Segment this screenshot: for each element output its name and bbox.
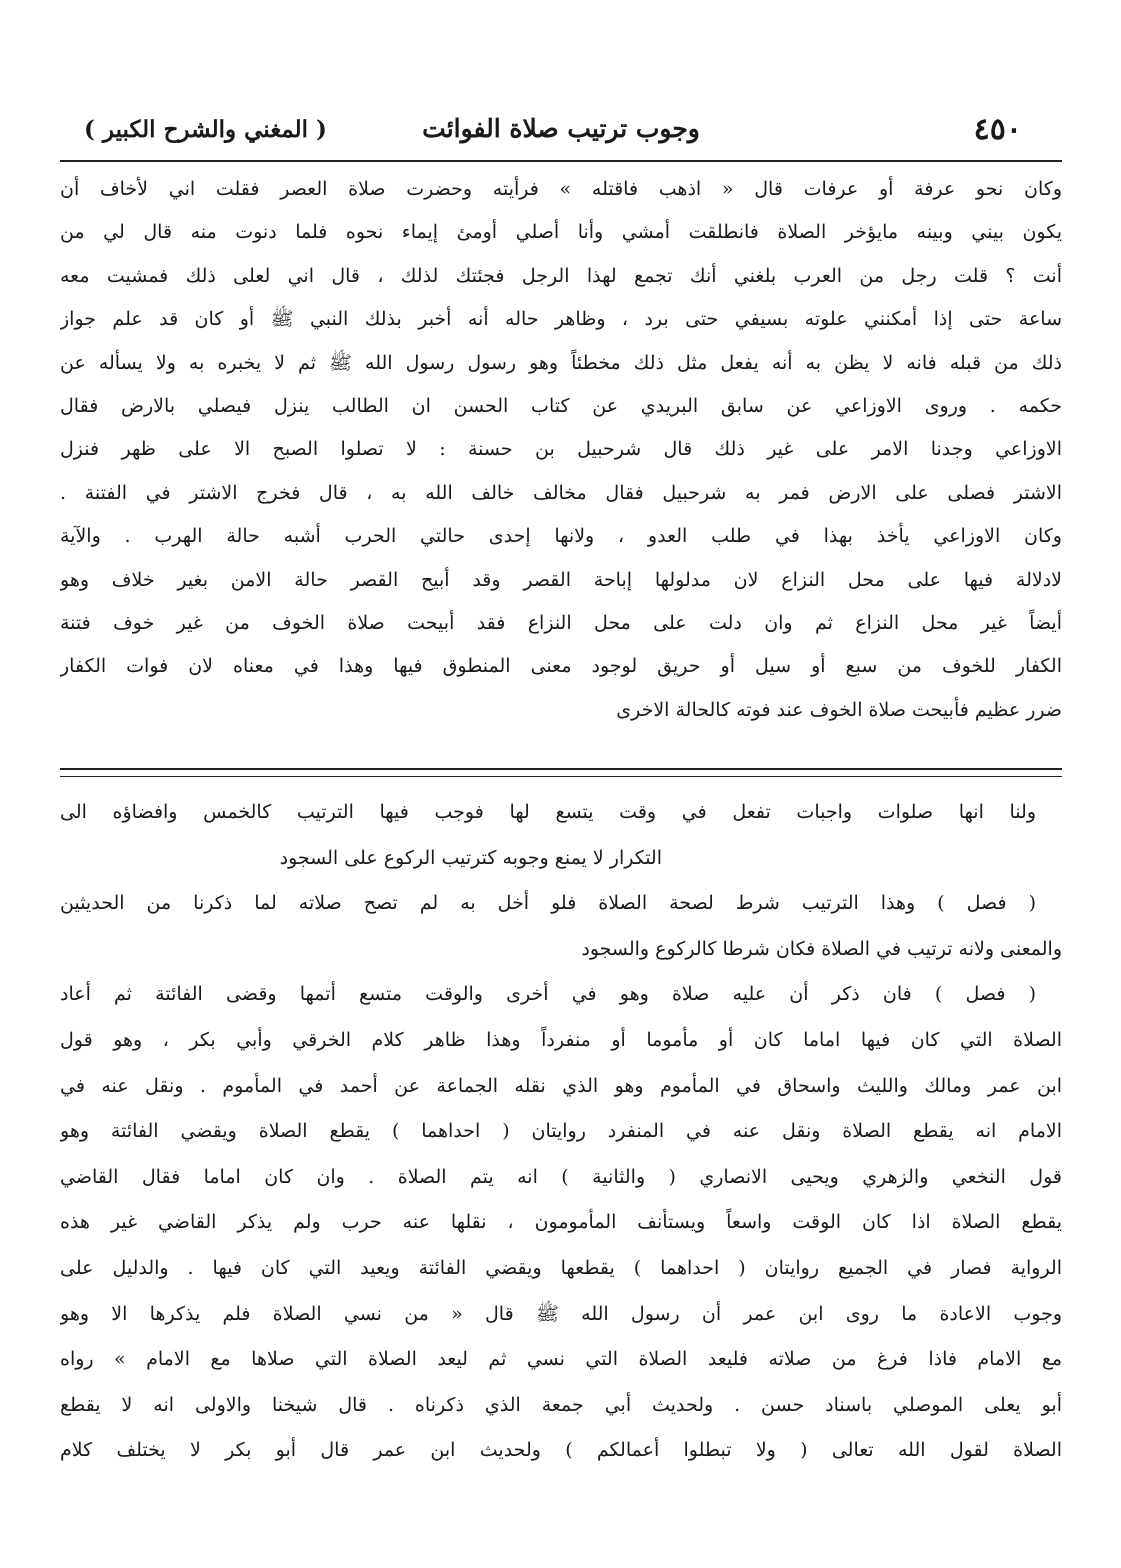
text-line: وجوب الاعادة ما روى ابن عمر أن رسول الله ﷺ قال « من نسي الصلاة فلم يذكرها الا وهو (60, 1302, 1062, 1325)
book-title: ( المغني والشرح الكبير ) (84, 116, 327, 143)
commentary-line: الاشتر فصلى على الارض فمر به شرحبيل فقال مخالف خالف الله به ، قال فخرج الاشتر في الفتنة . (60, 481, 1062, 504)
header-rule (60, 160, 1062, 162)
text-line: والمعنى ولانه ترتيب في الصلاة فكان شرطا كالركوع والسجود (581, 937, 1062, 960)
commentary-line: أنت ؟ قلت رجل من العرب بلغني أنك تجمع لهذا الرجل فجئتك لذلك ، قال اني لعلى ذلك فمشيت معه (60, 264, 1062, 287)
text-line: ولنا انها صلوات واجبات تفعل في وقت يتسع لها فوجب فيها الترتيب كالخمس وافضاؤه الى (60, 801, 1036, 823)
commentary-line: يكون بيني وبينه مايؤخر الصلاة فانطلقت أمشي وأنا أصلي أومئ إيماء نحوه فلما دنوت منه قال لي من (60, 221, 1062, 244)
commentary-line: ذلك من قبله فانه لا يظن به أنه يفعل مثل ذلك مخطئاً وهو رسول رسول الله ﷺ ثم لا يخبره به ولا يسأله عن (60, 351, 1062, 374)
text-line: الصلاة لقول الله تعالى ( ولا تبطلوا أعمالكم ) ولحديث ابن عمر قال أبو بكر لا يختلف كلام (60, 1439, 1062, 1462)
commentary-line: وكان نحو عرفة أو عرفات قال « اذهب فاقتله » فرأيته وحضرت صلاة العصر فقلت اني لأخاف أن (60, 178, 1062, 200)
text-line: ( فصل ) فان ذكر أن عليه صلاة وهو في أخرى والوقت متسع أتمها وقضى الفائتة ثم أعاد (60, 983, 1036, 1006)
text-line: التكرار لا يمنع وجوبه كترتيب الركوع على السجود (279, 846, 662, 869)
text-line: الرواية فصار في الجميع روايتان ( احداهما ) يقطعها ويقضي الفائتة ويعيد التي كان فيها . والدليل على (60, 1256, 1062, 1279)
commentary-line: أيضاً غير محل النزاع ثم وان دلت على محل النزاع فقد أبيحت صلاة الخوف من غير خوف فتنة (60, 611, 1062, 634)
text-line: مع الامام فاذا فرغ من صلاته فليعد الصلاة التي نسي ثم ليعد الصلاة التي صلاها مع الامام » رواه (60, 1348, 1062, 1371)
text-line: أبو يعلى الموصلي باسناد حسن . ولحديث أبي جمعة الذي ذكرناه . قال شيخنا والاولى انه لا يقطع (60, 1393, 1062, 1416)
commentary-line: حكمه . وروى الاوزاعي عن سابق البريدي عن كتاب الحسن ان الطالب ينزل فيصلي بالارض فقال (60, 394, 1062, 417)
text-line: ( فصل ) وهذا الترتيب شرط لصحة الصلاة فلو أخل به لم تصح صلاته لما ذكرنا من الحديثين (60, 892, 1036, 915)
commentary-line: ساعة حتى إذا أمكنني علوته بسيفي حتى برد ، وظاهر حاله أنه أخبر بذلك النبي ﷺ أو كان قد علم جواز (60, 308, 1062, 331)
text-line: قول النخعي والزهري ويحيى الانصاري ( والثانية ) انه يتم الصلاة . وان كان اماما فقال القاضي (60, 1165, 1062, 1188)
commentary-line: الكفار للخوف من سبع أو سيل أو حريق لوجود معنى المنطوق فيها وهذا في معناه لان فوات الكفار (60, 655, 1062, 678)
page-number: ٤٥٠ (973, 112, 1022, 147)
section-divider (60, 768, 1062, 777)
main-text-section (60, 790, 1062, 1474)
commentary-line: ضرر عظيم فأبيحت صلاة الخوف عند فوته كالحالة الاخرى (616, 698, 1062, 721)
commentary-section (60, 168, 1062, 732)
text-line: يقطع الصلاة اذا كان الوقت واسعاً ويستأنف المأمومون ، نقلها عنه حرب ولم يذكر القاضي غير هذه (60, 1211, 1062, 1234)
text-line: الصلاة التي كان فيها اماما كان أو مأموما أو منفرداً وهذا ظاهر كلام الخرقي وأبي بكر ، وهو قول (60, 1028, 1062, 1051)
text-line: ابن عمر ومالك والليث واسحاق في المأموم وهو الذي نقله الجماعة عن أحمد في المأموم . ونقل عنه في (60, 1074, 1062, 1097)
text-line: الامام انه يقطع الصلاة ونقل عنه في المنفرد روايتان ( احداهما ) يقطع الصلاة ويقضي الفائتة وهو (60, 1120, 1062, 1143)
commentary-line: وكان الاوزاعي يأخذ بهذا في طلب العدو ، ولانها إحدى حالتي الحرب أشبه حالة الهرب . والآية (60, 525, 1062, 548)
commentary-line: الاوزاعي وجدنا الامر على غير ذلك قال شرحبيل بن حسنة : لا تصلوا الصبح الا على ظهر فنزل (60, 438, 1062, 461)
running-title: وجوب ترتيب صلاة الفوائت (422, 114, 700, 143)
page-header (60, 112, 1062, 156)
commentary-line: لادلالة فيها على محل النزاع لان مدلولها إباحة القصر وقد أبيح القصر حالة الامن بغير خلاف وهو (60, 568, 1062, 591)
